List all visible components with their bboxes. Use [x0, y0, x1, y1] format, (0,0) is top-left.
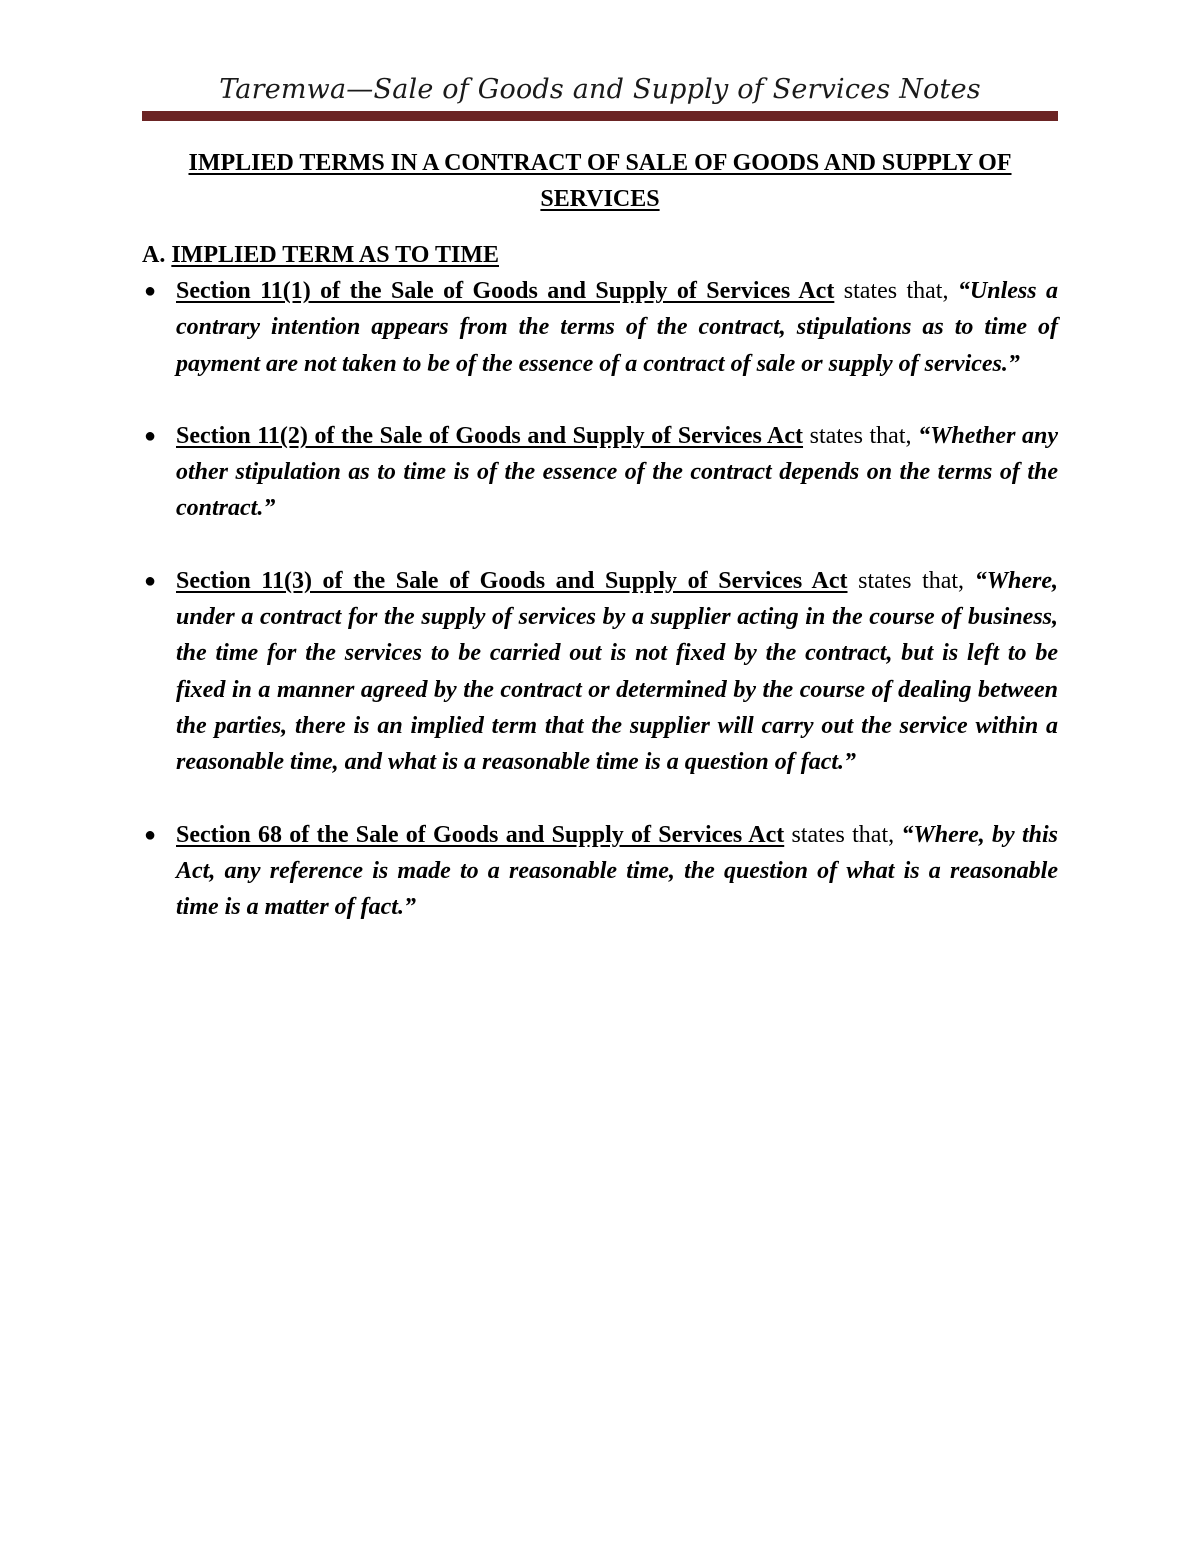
list-item: [142, 817, 1058, 926]
list-item: [142, 563, 1058, 781]
act-reference: Section 68 of the Sale of Goods and Supply of Services Act: [176, 821, 785, 848]
bullet-dot-icon: ●: [144, 823, 157, 846]
quote-text: “Where, by this Act, any reference is made to a reasonable time, the question of what is a reasonable time is a matter of fact.”: [176, 821, 1059, 921]
bullet-dot-icon: ●: [144, 569, 157, 592]
list-item: [142, 418, 1058, 527]
page-header: Taremwa—Sale of Goods and Supply of Services Notes: [219, 74, 981, 105]
bullet-dot-icon: ●: [144, 280, 157, 302]
quote-text: “Whether any other stipulation as to time is of the essence of the contract depends on the terms of the contract.”: [176, 422, 1059, 522]
quote-text: “Where, under a contract for the supply of services by a supplier acting in the course of business, the time for the services to be carried out is not fixed by the contract, but is left to be fixed in a manner agreed by the contract or determined by the course of dealing between the parties, there is an implied term that the supplier will carry out the service within a reasonable time, and what is a reasonable time is a question of fact.”: [176, 567, 1059, 776]
header-rule: [142, 111, 1058, 121]
bullet-list: [142, 273, 1058, 961]
act-reference: Section 11(3) of the Sale of Goods and Supply of Services Act: [176, 567, 848, 594]
act-reference: Section 11(2) of the Sale of Goods and Supply of Services Act: [176, 422, 804, 449]
bullet-dot-icon: ●: [144, 424, 157, 447]
act-reference: Section 11(1) of the Sale of Goods and Supply of Services Act: [176, 278, 835, 304]
section-letter: A.: [142, 242, 166, 268]
connector-text: states that,: [843, 278, 949, 304]
quote-text: “Unless a contrary intention appears from the terms of the contract, stipulations as to time of payment are not taken to be of the essence of a contract of sale or supply of services.”: [176, 278, 1059, 377]
connector-text: states that,: [809, 422, 912, 449]
section-heading: [142, 237, 1058, 273]
document-title: IMPLIED TERMS IN A CONTRACT OF SALE OF GOODS AND SUPPLY OF SERVICES: [188, 150, 1012, 212]
connector-text: states that,: [791, 821, 895, 848]
connector-text: states that,: [858, 567, 965, 594]
section-heading-text: IMPLIED TERM AS TO TIME: [171, 242, 499, 268]
list-item: [142, 273, 1058, 382]
